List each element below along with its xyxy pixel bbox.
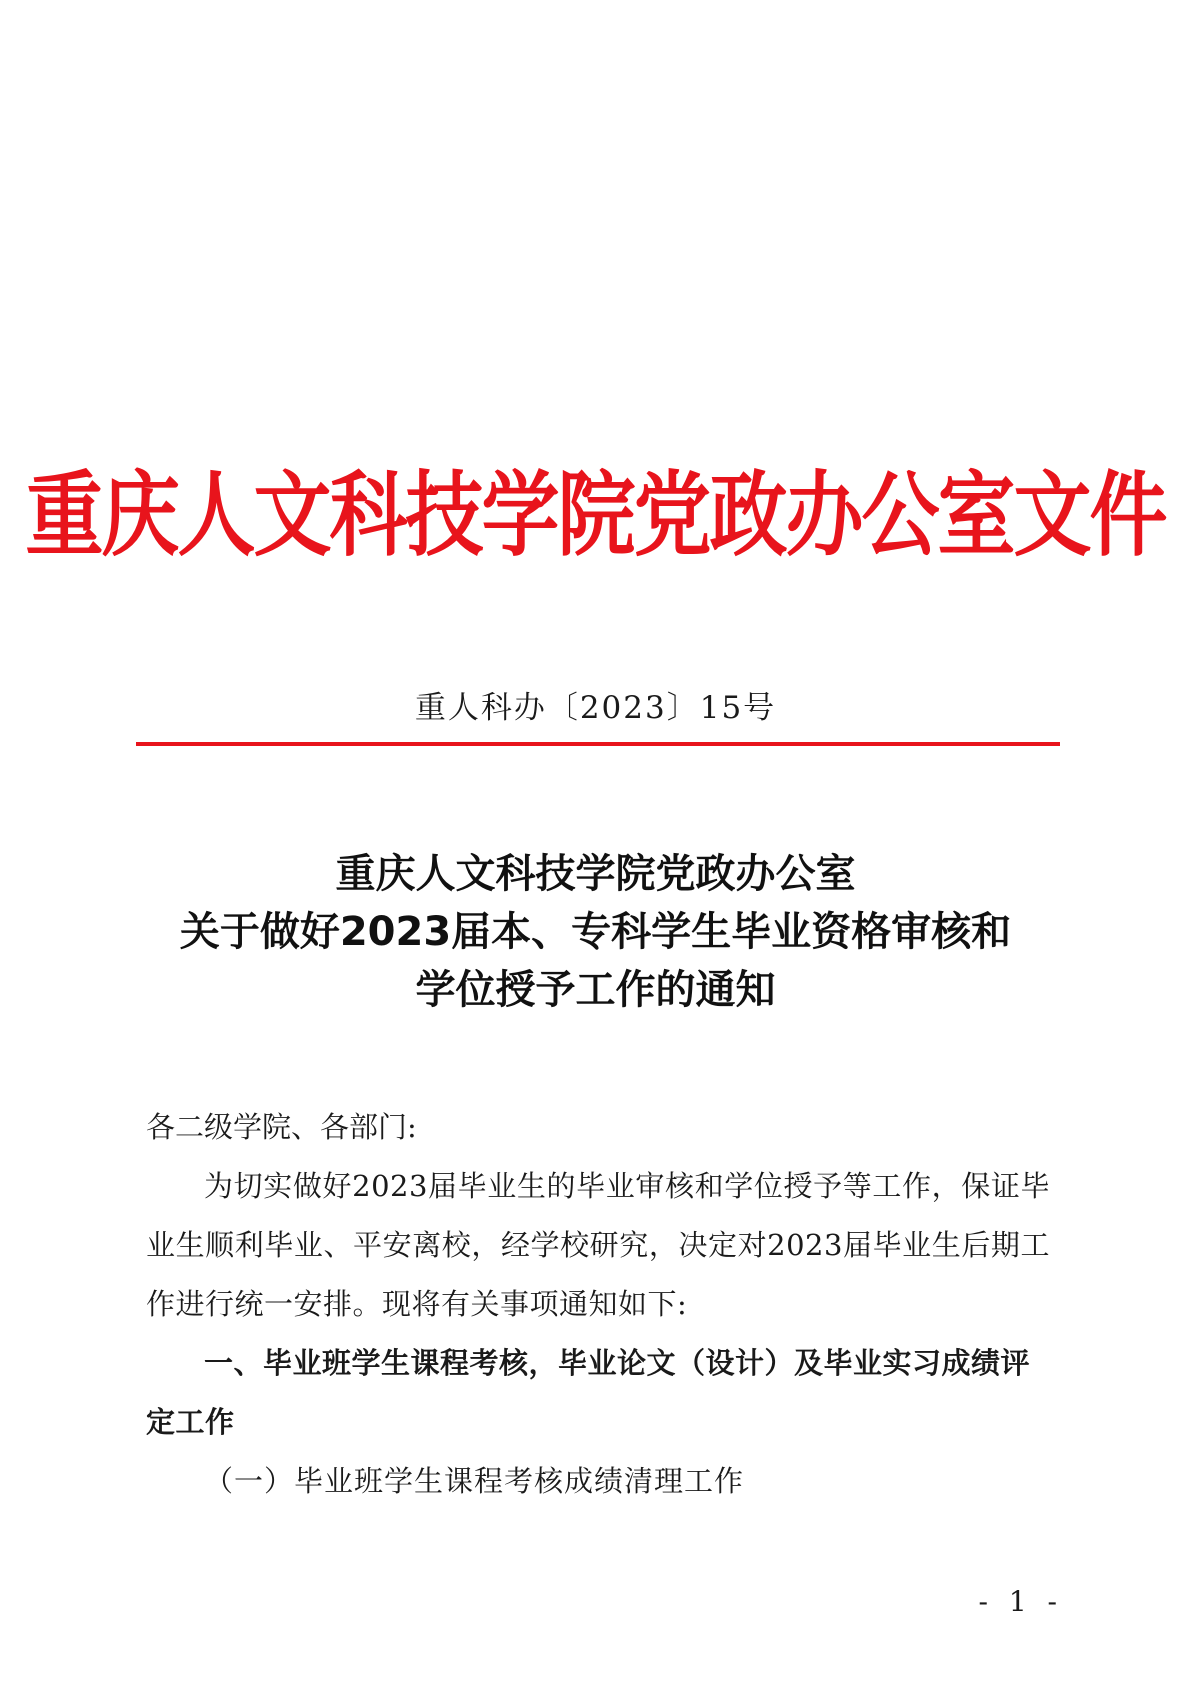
title-line-1: 重庆人文科技学院党政办公室 <box>335 851 856 897</box>
red-divider-line <box>136 742 1060 746</box>
section-heading-1: 一、毕业班学生课程考核，毕业论文（设计）及毕业实习成绩评定工作 <box>146 1346 1031 1439</box>
document-masthead: 重庆人文科技学院党政办公室文件 <box>25 463 1166 570</box>
notice-body <box>146 1098 1050 1511</box>
title-line-3: 学位授予工作的通知 <box>415 967 776 1013</box>
subsection-heading-1: （一）毕业班学生课程考核成绩清理工作 <box>204 1464 745 1498</box>
notice-title <box>120 845 1071 1019</box>
document-number: 重人科办〔2023〕15号 <box>414 690 777 726</box>
intro-paragraph: 为切实做好2023届毕业生的毕业审核和学位授予等工作，保证毕业生顺利毕业、平安离校，经学校研究，决定对2023届毕业生后期工作进行统一安排。现将有关事项通知如下: <box>146 1169 1050 1321</box>
page-number: - 1 - <box>978 1585 1063 1618</box>
salutation: 各二级学院、各部门: <box>146 1110 417 1144</box>
title-line-2: 关于做好2023届本、专科学生毕业资格审核和 <box>179 909 1012 955</box>
